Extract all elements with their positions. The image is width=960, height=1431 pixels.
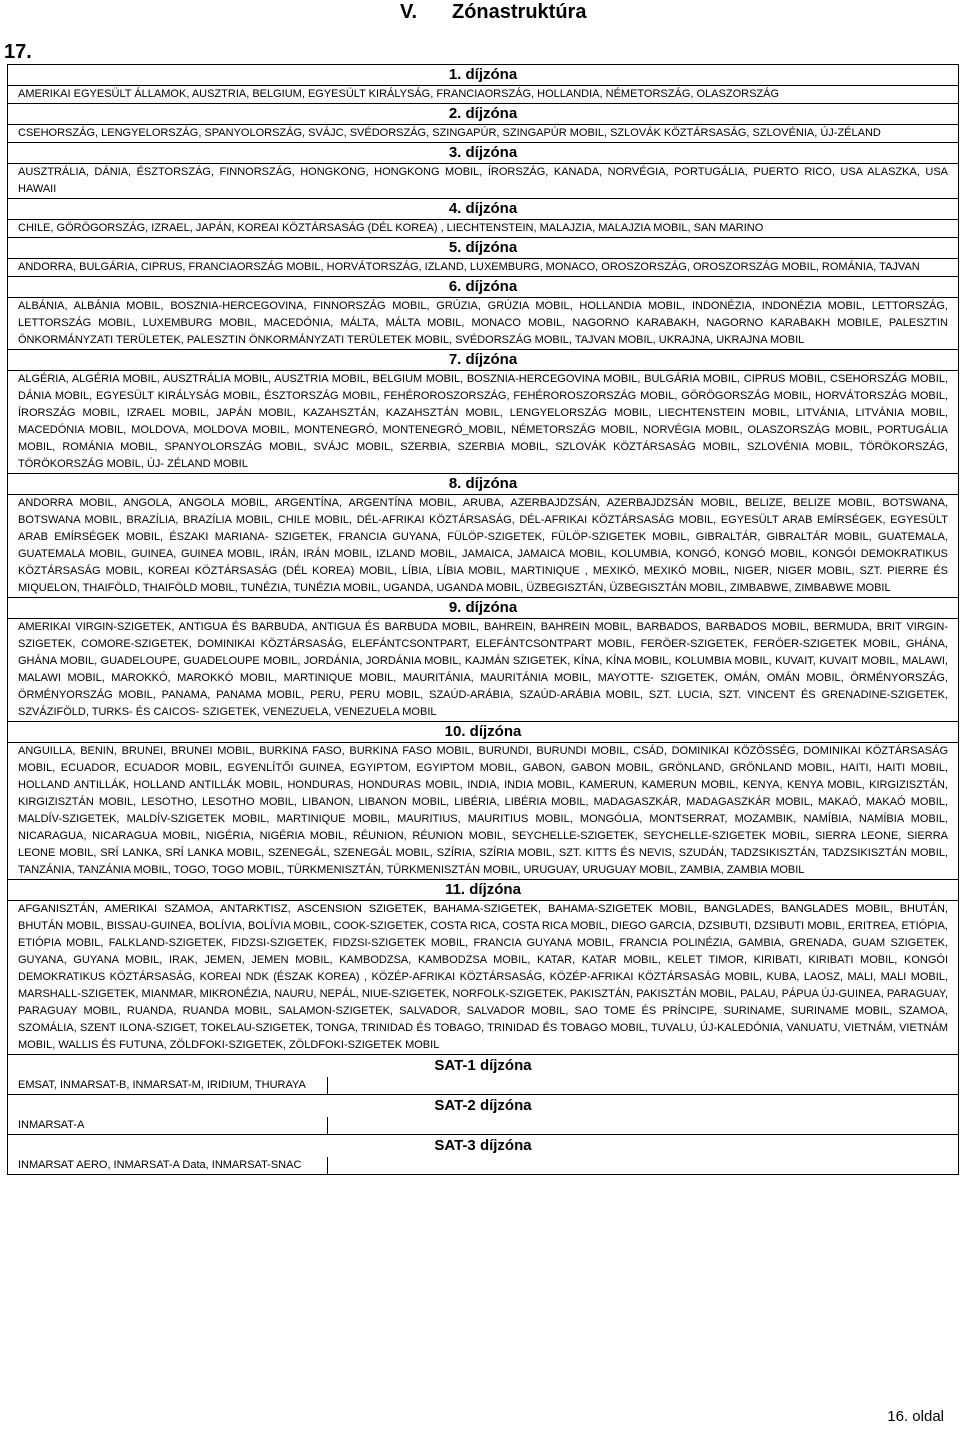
zone-networks: INMARSAT AERO, INMARSAT-A Data, INMARSAT-SNAC xyxy=(8,1157,328,1174)
zone-4 xyxy=(8,199,958,238)
zone-countries: AFGANISZTÁN, AMERIKAI SZAMOA, ANTARKTISZ, ASCENSION SZIGETEK, BAHAMA-SZIGETEK, BAHAMA-SZIGETEK MOBIL, BANGLADES, BANGLADES MOBIL, BHUTÁN, BHUTÁN MOBIL, BISSAU-GUINEA, BOLÍVIA, BOLÍVIA MOBIL, COOK-SZIGETEK, COSTA RICA, COSTA RICA MOBIL, DIEGO GARCIA, DZSIBUTI, DZSIBUTI MOBIL, ERITREA, ETIÓPIA, ETIÓPIA MOBIL, FALKLAND-SZIGETEK, FIDZSI-SZIGETEK, FIDZSI-SZIGETEK MOBIL, FRANCIA GUYANA MOBIL, FRANCIA POLINÉZIA, GAMBIA, GRENADA, GUAM SZIGETEK, GUYANA, GUYANA MOBIL, IRAK, JEMEN, JEMEN MOBIL, KAMBODZSA, KAMBODZSA MOBIL, KATAR, KATAR MOBIL, KELET TIMOR, KIRIBATI, KIRIBATI MOBIL, KONGÓI DEMOKRATIKUS KÖZTÁRSASÁG, KOREAI NDK (ÉSZAK KOREA) , KÖZÉP-AFRIKAI KÖZTÁRSASÁG, KÖZÉP-AFRIKAI KÖZTÁRSASÁG MOBIL, KUBA, LAOSZ, MALI, MALI MOBIL, MARSHALL-SZIGETEK, MIANMAR, MIKRONÉZIA, NAURU, NEPÁL, NIUE-SZIGETEK, NORFOLK-SZIGETEK, PAKISZTÁN, PAKISZTÁN MOBIL, PALAU, PÁPUA ÚJ-GUINEA, PARAGUAY, PARAGUAY MOBIL, RUANDA, RUANDA MOBIL, SALAMON-SZIGETEK, SALVADOR, SALVADOR MOBIL, SAO TOME ÉS PRÍNCIPE, SURINAME, SURINAME MOBIL, SZAMOA, SZOMÁLIA, SZENT ILONA-SZIGET, TOKELAU-SZIGETEK, TONGA, TRINIDAD ÉS TOBAGO, TRINIDAD ÉS TOBAGO MOBIL, TUVALU, ÚJ-KALEDÓNIA, VANUATU, VIETNÁM, VIETNÁM MOBIL, WALLIS ÉS FUTUNA, ZÖLDFOKI-SZIGETEK, ZÖLDFOKI-SZIGETEK MOBIL xyxy=(8,900,958,1055)
zone-7 xyxy=(8,350,958,474)
sat-zone-3 xyxy=(8,1135,958,1174)
zone-heading: 9. díjzóna xyxy=(448,599,518,616)
zone-10 xyxy=(8,722,958,880)
section-number: 17. xyxy=(4,41,32,63)
zone-3 xyxy=(8,143,958,199)
sat-zone-1 xyxy=(8,1055,958,1095)
zone-heading: 6. díjzóna xyxy=(448,278,518,295)
page-title xyxy=(400,0,586,24)
zone-countries: AMERIKAI VIRGIN-SZIGETEK, ANTIGUA ÉS BARBUDA, ANTIGUA ÉS BARBUDA MOBIL, BAHREIN, BAHREIN MOBIL, BARBADOS, BARBADOS MOBIL, BERMUDA, BRIT VIRGIN-SZIGETEK, COMORE-SZIGETEK, DOMINIKAI KÖZTÁRSASÁG, ELEFÁNTCSONTPART, ELEFÁNTCSONTPART MOBIL, FERÖER-SZIGETEK, FERÖER-SZIGETEK MOBIL, GHÁNA, GHÁNA MOBIL, GUADELOUPE, GUADELOUPE MOBIL, JORDÁNIA, JORDÁNIA MOBIL, KAJMÁN SZIGETEK, KÍNA, KÍNA MOBIL, KOLUMBIA MOBIL, KUVAIT, KUVAIT MOBIL, MALAWI, MALAWI MOBIL, MAROKKÓ, MAROKKÓ MOBIL, MARTINIQUE MOBIL, MAURITÁNIA, MAURITÁNIA MOBIL, MAYOTTE- SZIGETEK, OMÁN, OMÁN MOBIL, ÖRMÉNYORSZÁG, ÖRMÉNYORSZÁG MOBIL, PANAMA, PANAMA MOBIL, PERU, PERU MOBIL, SZAÚD-ARÁBIA, SZAÚD-ARÁBIA MOBIL, SZT. LUCIA, SZT. VINCENT ÉS GRENADINE-SZIGETEK, SZVÁZIFÖLD, TURKS- ÉS CAICOS- SZIGETEK, VENEZUELA, VENEZUELA MOBIL xyxy=(8,618,958,722)
zone-heading: 7. díjzóna xyxy=(448,351,518,368)
zone-networks: INMARSAT-A xyxy=(8,1117,328,1134)
zone-heading: SAT-3 díjzóna xyxy=(434,1137,532,1154)
zone-countries: AUSZTRÁLIA, DÁNIA, ÉSZTORSZÁG, FINNORSZÁG, HONGKONG, HONGKONG MOBIL, ÍRORSZÁG, KANADA, NORVÉGIA, PORTUGÁLIA, PUERTO RICO, USA ALASZKA, USA HAWAII xyxy=(8,163,958,199)
zone-heading: 11. díjzóna xyxy=(445,881,521,898)
zone-countries: ANGUILLA, BENIN, BRUNEI, BRUNEI MOBIL, BURKINA FASO, BURKINA FASO MOBIL, BURUNDI, BURUNDI MOBIL, CSÁD, DOMINIKAI KÖZÖSSÉG, DOMINIKAI KÖZTÁRSASÁG MOBIL, ECUADOR, ECUADOR MOBIL, EGYENLÍTŐI GUINEA, EGYIPTOM, EGYIPTOM MOBIL, GABON, GABON MOBIL, GRÖNLAND, GRÖNLAND MOBIL, HAITI, HAITI MOBIL, HOLLAND ANTILLÁK, HOLLAND ANTILLÁK MOBIL, HONDURAS, HONDURAS MOBIL, INDIA, INDIA MOBIL, KAMERUN, KAMERUN MOBIL, KENYA, KENYA MOBIL, KIRGIZISZTÁN, KIRGIZISZTÁN MOBIL, LESOTHO, LESOTHO MOBIL, LIBANON, LIBANON MOBIL, LIBÉRIA, LIBÉRIA MOBIL, MADAGASZKÁR, MADAGASZKÁR MOBIL, MAKAÓ, MAKAÓ MOBIL, MALDÍV-SZIGETEK, MALDÍV-SZIGETEK MOBIL, MARTINIQUE MOBIL, MAURITIUS, MAURITIUS MOBIL, MONGÓLIA, MONTSERRAT, MOZAMBIK, NAMÍBIA, NAMÍBIA MOBIL, NICARAGUA, NICARAGUA MOBIL, NIGÉRIA, NIGÉRIA MOBIL, RÉUNION, RÉUNION MOBIL, SEYCHELLE-SZIGETEK, SEYCHELLE-SZIGETEK MOBIL, SIERRA LEONE, SIERRA LEONE MOBIL, SRÍ LANKA, SRÍ LANKA MOBIL, SZENEGÁL, SZENEGÁL MOBIL, SZÍRIA, SZÍRIA MOBIL, SZT. KITTS ÉS NEVIS, SZUDÁN, TADZSIKISZTÁN, TADZSIKISZTÁN MOBIL, TANZÁNIA, TANZÁNIA MOBIL, TOGO, TOGO MOBIL, TÜRKMENISZTÁN, TÜRKMENISZTÁN MOBIL, URUGUAY, URUGUAY MOBIL, ZAMBIA, ZAMBIA MOBIL xyxy=(8,742,958,880)
zone-countries: ANDORRA, BULGÁRIA, CIPRUS, FRANCIAORSZÁG MOBIL, HORVÁTORSZÁG, IZLAND, LUXEMBURG, MONACO, OROSZORSZÁG, OROSZORSZÁG MOBIL, ROMÁNIA, TAJVAN xyxy=(8,258,958,277)
zone-heading: 4. díjzóna xyxy=(448,200,518,217)
zone-heading: 5. díjzóna xyxy=(448,239,518,256)
zone-heading: SAT-1 díjzóna xyxy=(434,1057,532,1074)
zone-heading: 8. díjzóna xyxy=(448,475,518,492)
zone-countries: ALGÉRIA, ALGÉRIA MOBIL, AUSZTRÁLIA MOBIL, AUSZTRIA MOBIL, BELGIUM MOBIL, BOSZNIA-HERCEGOVINA MOBIL, BULGÁRIA MOBIL, CIPRUS MOBIL, CSEHORSZÁG MOBIL, DÁNIA MOBIL, EGYESÜLT KIRÁLYSÁG MOBIL, ÉSZTORSZÁG MOBIL, FEHÉROROSZORSZÁG, FEHÉROROSZORSZÁG MOBIL, GÖRÖGORSZÁG MOBIL, HORVÁTORSZÁG MOBIL, ÍRORSZÁG MOBIL, IZRAEL MOBIL, JAPÁN MOBIL, KAZAHSZTÁN, KAZAHSZTÁN MOBIL, LENGYELORSZÁG MOBIL, LIECHTENSTEIN MOBIL, LITVÁNIA, LITVÁNIA MOBIL, MACEDÓNIA MOBIL, MOLDOVA, MOLDOVA MOBIL, MONTENEGRÓ, MONTENEGRÓ_MOBIL, NÉMETORSZÁG MOBIL, NORVÉGIA MOBIL, OLASZORSZÁG MOBIL, PORTUGÁLIA MOBIL, ROMÁNIA MOBIL, SPANYOLORSZÁG MOBIL, SVÁJC MOBIL, SZERBIA, SZERBIA MOBIL, SZLOVÁK KÖZTÁRSASÁG MOBIL, SZLOVÉNIA MOBIL, TÖRÖKORSZÁG, TÖRÖKORSZÁG MOBIL, ÚJ- ZÉLAND MOBIL xyxy=(8,370,958,474)
zone-countries: ALBÁNIA, ALBÁNIA MOBIL, BOSZNIA-HERCEGOVINA, FINNORSZÁG MOBIL, GRÚZIA, GRÚZIA MOBIL, HOLLANDIA MOBIL, INDONÉZIA, INDONÉZIA MOBIL, LETTORSZÁG, LETTORSZÁG MOBIL, LUXEMBURG MOBIL, MACEDÓNIA, MÁLTA, MÁLTA MOBIL, MONACO MOBIL, NAGORNO KARABAKH, NAGORNO KARABAKH MOBILE, PALESZTIN ÖNKORMÁNYZATI TERÜLETEK, PALESZTIN ÖNKORMÁNYZATI TERÜLETEK MOBIL, SVÉDORSZÁG MOBIL, TAJVAN MOBIL, UKRAJNA, UKRAJNA MOBIL xyxy=(8,297,958,350)
zone-heading: 10. díjzóna xyxy=(444,723,522,740)
chapter-title: Zónastruktúra xyxy=(452,1,587,23)
sat-zone-2 xyxy=(8,1095,958,1135)
zone-heading: 3. díjzóna xyxy=(448,144,518,161)
zone-table xyxy=(7,64,959,1175)
page-number: 16. oldal xyxy=(887,1408,944,1425)
zone-1 xyxy=(8,65,958,104)
zone-8 xyxy=(8,474,958,598)
zone-countries: CHILE, GÖRÖGORSZÁG, IZRAEL, JAPÁN, KOREAI KÖZTÁRSASÁG (DÉL KOREA) , LIECHTENSTEIN, MALAJZIA, MALAJZIA MOBIL, SAN MARINO xyxy=(8,219,958,238)
zone-countries: ANDORRA MOBIL, ANGOLA, ANGOLA MOBIL, ARGENTÍNA, ARGENTÍNA MOBIL, ARUBA, AZERBAJDZSÁN, AZERBAJDZSÁN MOBIL, BELIZE, BELIZE MOBIL, BOTSWANA, BOTSWANA MOBIL, BRAZÍLIA, BRAZÍLIA MOBIL, CHILE MOBIL, DÉL-AFRIKAI KÖZTÁRSASÁG, DÉL-AFRIKAI KÖZTÁRSASÁG MOBIL, EGYESÜLT ARAB EMÍRSÉGEK, EGYESÜLT ARAB EMÍRSÉGEK MOBIL, ÉSZAKI MARIANA- SZIGETEK, FRANCIA GUYANA, FÜLÖP-SZIGETEK, FÜLÖP-SZIGETEK MOBIL, GIBRALTÁR, GIBRALTÁR MOBIL, GUATEMALA, GUATEMALA MOBIL, GUINEA, GUINEA MOBIL, IRÁN, IRÁN MOBIL, IZLAND MOBIL, JAMAICA, JAMAICA MOBIL, KOLUMBIA, KONGÓ, KONGÓ MOBIL, KONGÓI DEMOKRATIKUS KÖZTÁRSASÁG MOBIL, KOREAI KÖZTÁRSASÁG (DÉL KOREA) MOBIL, LÍBIA, LÍBIA MOBIL, MARTINIQUE , MEXIKÓ, MEXIKÓ MOBIL, NIGER, NIGER MOBIL, SZT. PIERRE ÉS MIQUELON, THAIFÖLD, THAIFÖLD MOBIL, TUNÉZIA, TUNÉZIA MOBIL, UGANDA, UGANDA MOBIL, ÜZBEGISZTÁN, ÜZBEGISZTÁN MOBIL, ZIMBABWE, ZIMBABWE MOBIL xyxy=(8,494,958,598)
zone-5 xyxy=(8,238,958,277)
zone-2 xyxy=(8,104,958,143)
zone-heading: SAT-2 díjzóna xyxy=(434,1097,532,1114)
zone-networks: EMSAT, INMARSAT-B, INMARSAT-M, IRIDIUM, THURAYA xyxy=(8,1077,328,1094)
zone-heading: 1. díjzóna xyxy=(448,66,518,83)
zone-9 xyxy=(8,598,958,722)
zone-countries: AMERIKAI EGYESÜLT ÁLLAMOK, AUSZTRIA, BELGIUM, EGYESÜLT KIRÁLYSÁG, FRANCIAORSZÁG, HOLLANDIA, NÉMETORSZÁG, OLASZORSZÁG xyxy=(8,85,958,104)
zone-countries: CSEHORSZÁG, LENGYELORSZÁG, SPANYOLORSZÁG, SVÁJC, SVÉDORSZÁG, SZINGAPÚR, SZINGAPÚR MOBIL, SZLOVÁK KÖZTÁRSASÁG, SZLOVÉNIA, ÚJ-ZÉLAND xyxy=(8,124,958,143)
zone-6 xyxy=(8,277,958,350)
chapter-number: V. xyxy=(400,1,418,23)
zone-11 xyxy=(8,880,958,1055)
zone-heading: 2. díjzóna xyxy=(448,105,518,122)
